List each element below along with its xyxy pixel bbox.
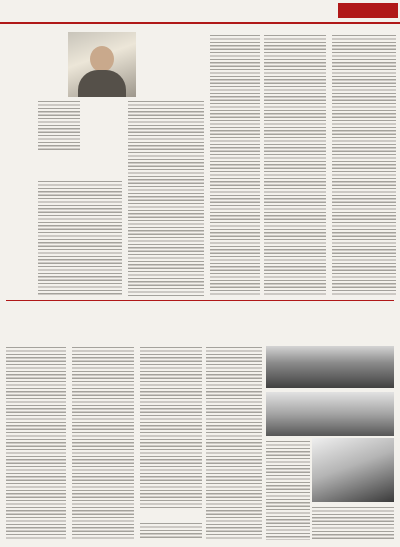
body-text-col3 (210, 34, 260, 296)
portrait-photo (68, 32, 136, 97)
family-photo (266, 392, 394, 436)
bottom-col2 (72, 346, 134, 540)
bottom-col6 (312, 506, 394, 540)
body-text-col1b (38, 180, 122, 296)
group-photo (266, 346, 394, 388)
bottom-col3b (140, 522, 202, 540)
bottom-col3 (140, 346, 202, 510)
section-divider (6, 300, 394, 301)
bottom-col5 (266, 440, 310, 540)
body-text-col1 (38, 100, 80, 152)
body-text-col5 (332, 34, 396, 296)
body-text-col4 (264, 34, 326, 296)
bottom-col1 (6, 346, 66, 540)
body-text-col2 (128, 100, 204, 296)
bottom-col4 (206, 346, 262, 540)
section-tag (338, 3, 398, 18)
couple-photo (312, 438, 394, 502)
